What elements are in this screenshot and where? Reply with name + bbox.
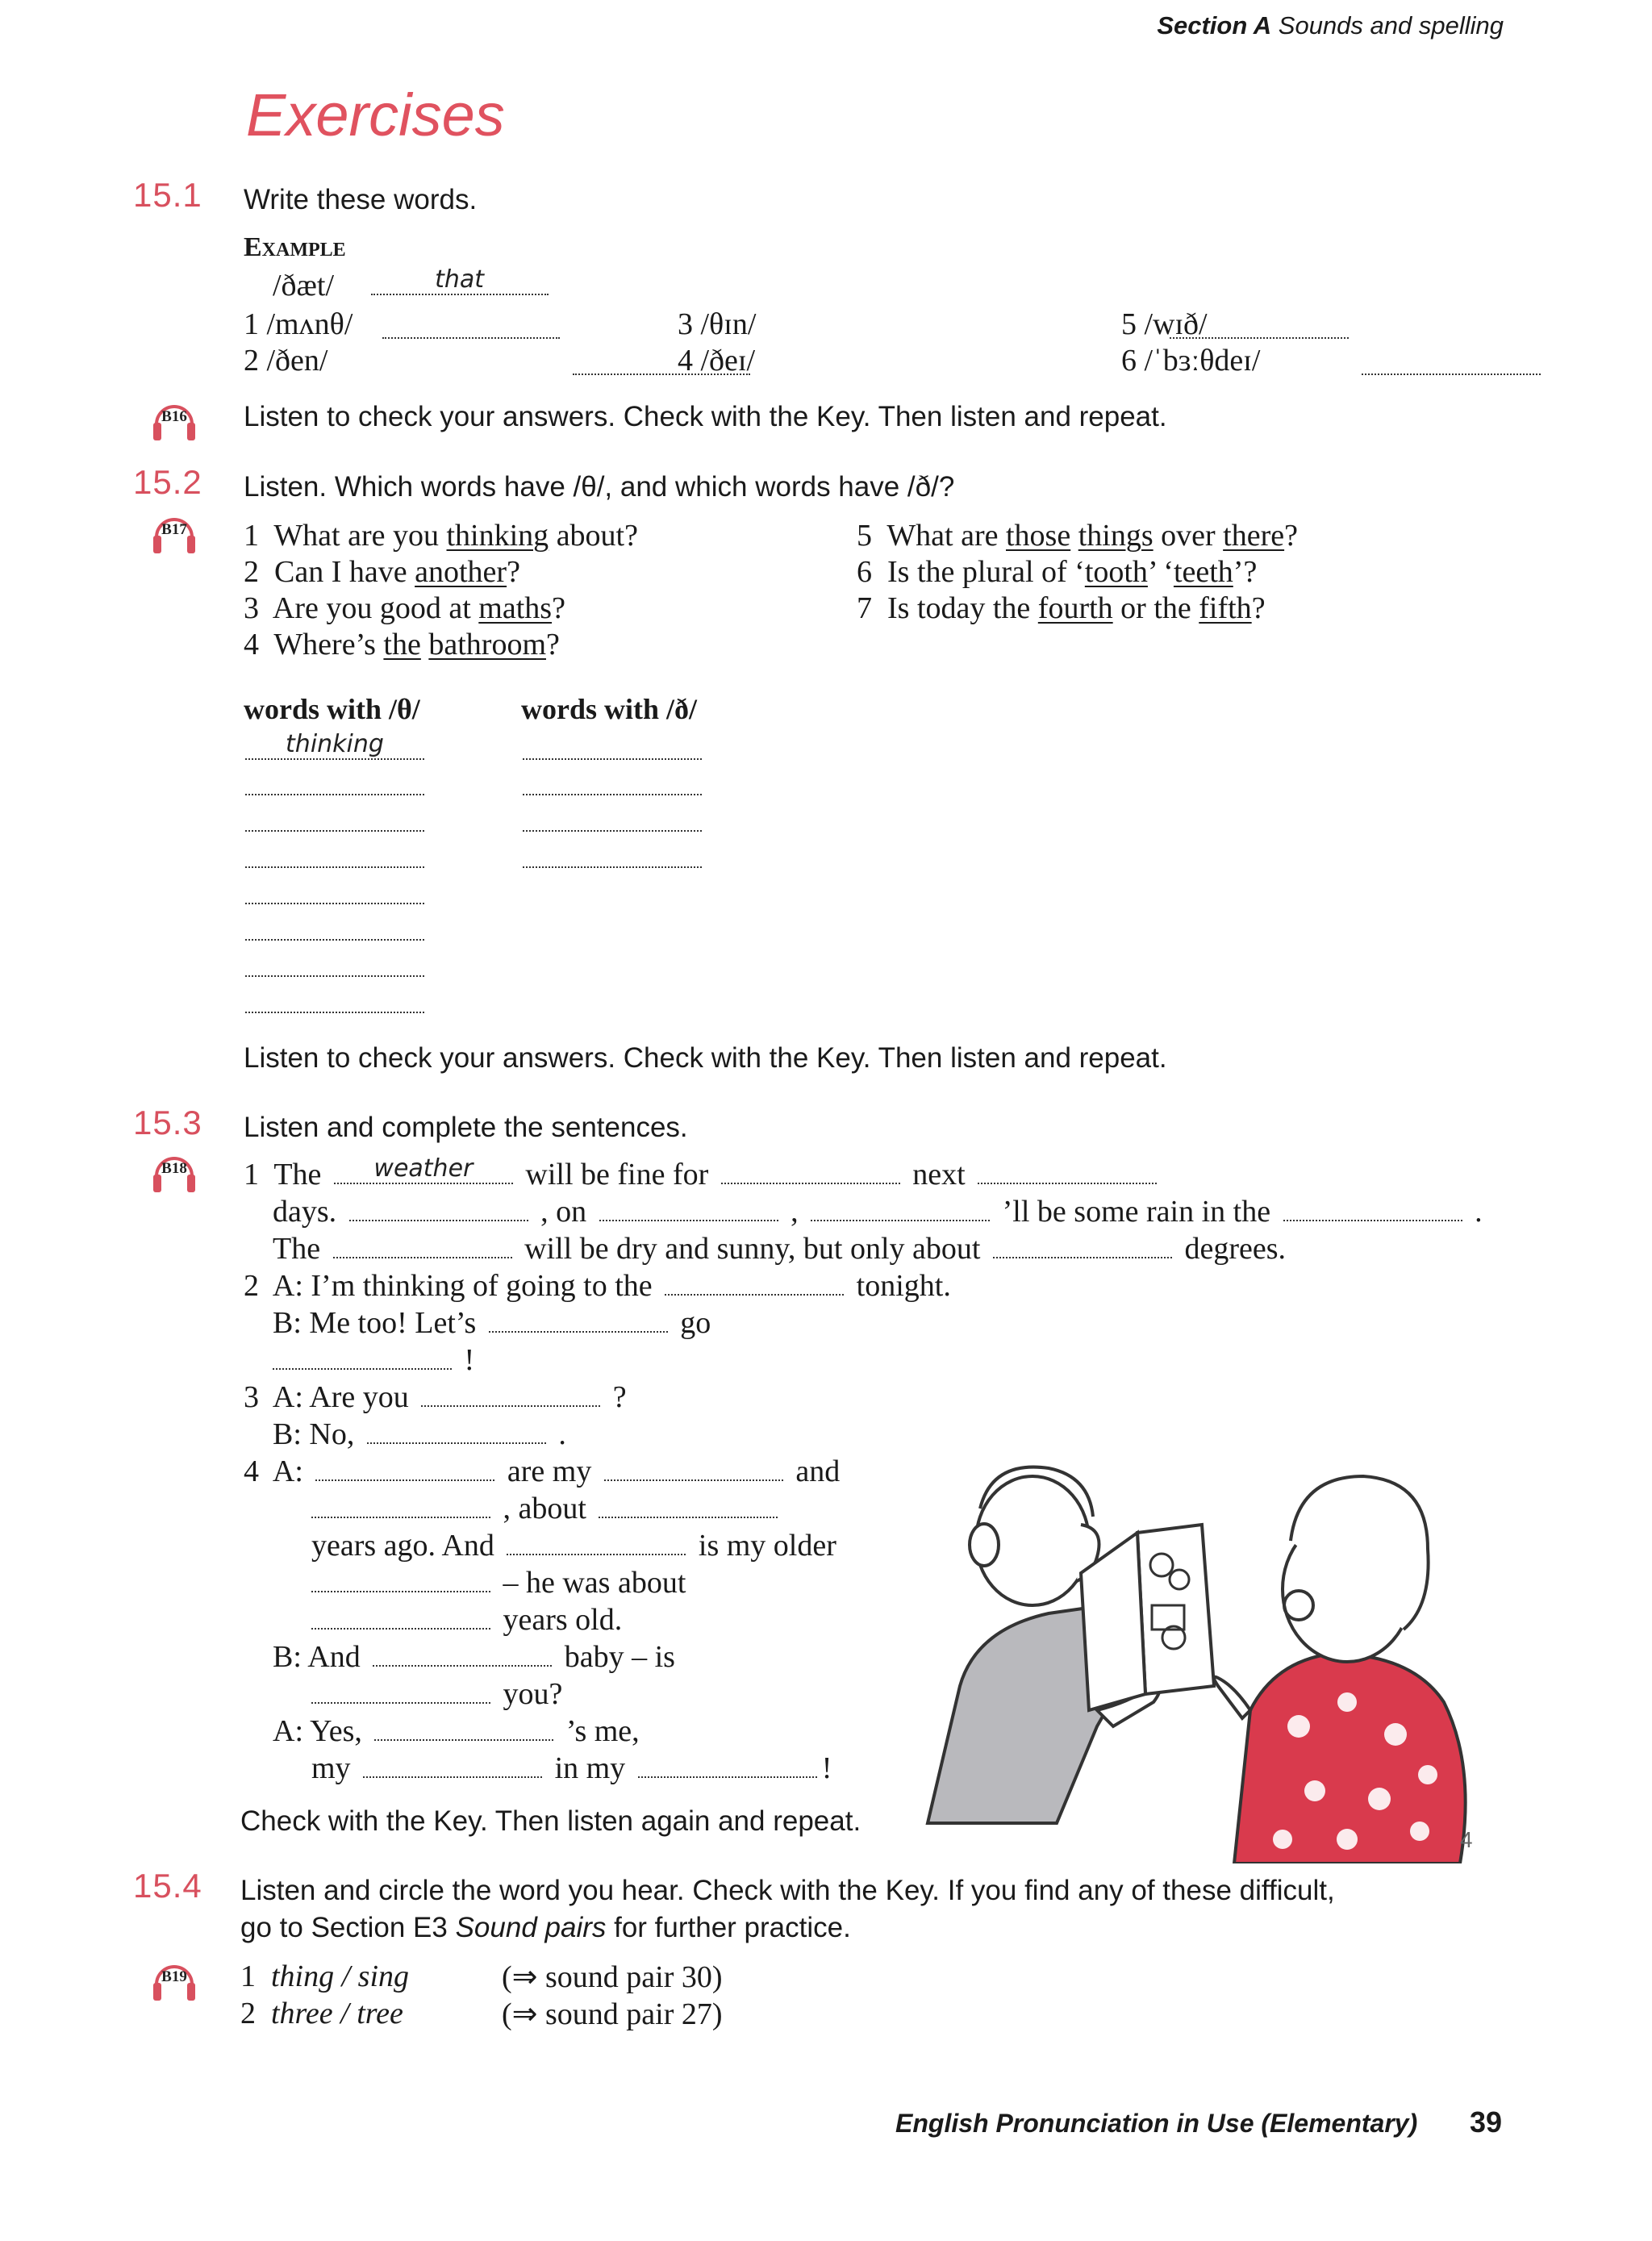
sentence-3: 3 Are you good at maths?: [244, 591, 565, 625]
answer-blank[interactable]: [489, 1310, 668, 1333]
answer-blank[interactable]: [245, 830, 424, 832]
dialogue-4-a-line-2: , about: [311, 1491, 782, 1526]
sentence-1-line-3: The will be dry and sunny, but only about degrees.: [273, 1232, 1286, 1266]
dialogue-4-a-line-3: years ago. And is my older: [311, 1529, 836, 1563]
answer-blank[interactable]: [245, 1012, 424, 1013]
answer-blank[interactable]: [523, 794, 702, 795]
exercise-instruction-line-2: go to Section E3 Sound pairs for further practice.: [240, 1912, 851, 1943]
answer-blank[interactable]: [638, 1755, 817, 1778]
answer-blank[interactable]: [1283, 1199, 1462, 1221]
track-label: B17: [161, 521, 187, 538]
answer-blank[interactable]: [599, 1496, 778, 1518]
example-answer-blank: [371, 265, 549, 295]
answer-blank[interactable]: [245, 939, 424, 941]
example-answer: that: [435, 265, 484, 294]
headphones-icon[interactable]: [150, 507, 198, 557]
headphones-icon[interactable]: [150, 1146, 198, 1196]
dialogue-4-b: B: And baby – is: [273, 1640, 675, 1674]
sound-pair-item[interactable]: 2 three / tree: [240, 1997, 403, 2030]
example-word: /ðæt/: [273, 269, 335, 303]
sentence-5: 5 What are those things over there?: [857, 519, 1298, 553]
exercise-number: 15.4: [133, 1867, 202, 1905]
dialogue-3-b: B: No, .: [273, 1417, 566, 1451]
answer-blank[interactable]: [978, 1162, 1157, 1184]
dialogue-4-a: 4 A: are my and: [244, 1454, 841, 1488]
answer-blank[interactable]: [311, 1570, 490, 1592]
item-3: 3 /θɪn/: [678, 307, 757, 341]
book-title: English Pronunciation in Use (Elementary): [895, 2109, 1418, 2138]
page-number: 39: [1470, 2105, 1503, 2139]
item-1: 1 /mʌnθ/: [244, 307, 353, 341]
answer-blank[interactable]: [311, 1496, 490, 1518]
answer-blank[interactable]: [811, 1199, 990, 1221]
answer-blank[interactable]: [665, 1273, 844, 1296]
item-2: 2 /ðen/: [244, 344, 328, 378]
answer-blank[interactable]: [1362, 353, 1541, 375]
answer-blank[interactable]: [334, 1154, 513, 1184]
answer-blank[interactable]: [311, 1607, 490, 1630]
column-header-eth: words with /ð/: [521, 693, 698, 725]
column-header-theta: words with /θ/: [244, 693, 420, 725]
exercise-number: 15.2: [133, 463, 202, 501]
answer-blank[interactable]: [245, 731, 424, 760]
listen-instruction: Listen to check your answers. Check with the Key. Then listen and repeat.: [244, 401, 1167, 432]
answer-blank[interactable]: [245, 975, 424, 977]
answer-blank[interactable]: [993, 1236, 1172, 1258]
item-6: 6 /ˈbɜːθdeɪ/: [1121, 344, 1261, 378]
dialogue-4-b-line-2: you?: [311, 1676, 562, 1712]
answer-blank[interactable]: [315, 1459, 494, 1481]
dialogue-4-a-2: A: Yes, ’s me,: [273, 1714, 640, 1748]
answer-blank[interactable]: [721, 1162, 900, 1184]
dialogue-4-a-2-line-2: my in my !: [311, 1751, 832, 1785]
track-label: B16: [161, 408, 187, 425]
example-label: Example: [244, 232, 346, 262]
answer-blank[interactable]: [245, 794, 424, 795]
dialogue-2-b: B: Me too! Let’s go: [273, 1306, 711, 1340]
page-title: Exercises: [246, 81, 505, 148]
exercise-instruction: Write these words.: [244, 184, 478, 215]
sentence-1: 1 The weather will be fine for next: [244, 1157, 1162, 1192]
answer-blank[interactable]: [599, 1199, 778, 1221]
sentence-6: 6 Is the plural of ‘tooth’ ‘teeth’?: [857, 555, 1258, 589]
check-instruction: Check with the Key. Then listen again and repeat.: [240, 1805, 861, 1837]
headphones-icon[interactable]: [150, 394, 198, 444]
sentence-2: 2 Can I have another?: [244, 555, 520, 589]
section-label: Section A: [1157, 11, 1272, 40]
answer-blank[interactable]: [523, 758, 702, 760]
answer-blank[interactable]: [374, 1718, 553, 1741]
exercise-number: 15.3: [133, 1104, 202, 1141]
answer-blank[interactable]: [245, 866, 424, 868]
item-5: 5 /wɪð/: [1121, 307, 1208, 341]
answer-blank[interactable]: [523, 830, 702, 832]
answer-blank[interactable]: [604, 1459, 783, 1481]
illustration-grandparents-photo-album: [895, 1444, 1508, 1863]
section-title: Sounds and spelling: [1278, 11, 1504, 40]
headphones-icon[interactable]: [150, 1954, 198, 2004]
sentence-4: 4 Where’s the bathroom?: [244, 628, 560, 661]
dialogue-4-a-line-4: – he was about: [311, 1565, 686, 1600]
listen-instruction: Listen to check your answers. Check with the Key. Then listen and repeat.: [244, 1042, 1167, 1074]
sentence-1: 1 What are you thinking about?: [244, 519, 638, 553]
dialogue-4-a-line-5: years old.: [311, 1602, 622, 1638]
example-row: [273, 265, 553, 303]
answer-blank[interactable]: [245, 903, 424, 904]
sound-pair-item[interactable]: 1 thing / sing: [240, 1959, 410, 1993]
running-header: [1157, 11, 1504, 40]
answer-blank[interactable]: [333, 1236, 512, 1258]
item-4: 4 /ðeɪ/: [678, 344, 756, 378]
exercise-instruction: Listen. Which words have /θ/, and which words have /ð/?: [244, 471, 955, 503]
sentence-7: 7 Is today the fourth or the fifth?: [857, 591, 1266, 625]
answer-blank[interactable]: [367, 1421, 546, 1444]
answer-blank[interactable]: [523, 866, 702, 868]
track-label: B19: [161, 1968, 187, 1985]
dialogue-2-a: 2 A: I’m thinking of going to the tonight.: [244, 1269, 951, 1303]
sound-pair-reference[interactable]: (⇒ sound pair 27): [502, 1997, 723, 2031]
track-label: B18: [161, 1160, 187, 1177]
answer-blank[interactable]: [421, 1384, 600, 1407]
dialogue-2-b-line-2: !: [273, 1342, 474, 1378]
weather-answer: weather: [373, 1154, 473, 1183]
illustration-number: 4: [1460, 1827, 1473, 1852]
theta-answer: thinking: [286, 730, 384, 758]
sentence-1-line-2: days. , on , ’ll be some rain in the .: [273, 1195, 1483, 1229]
exercise-instruction: Listen and complete the sentences.: [244, 1112, 688, 1143]
sound-pair-reference[interactable]: (⇒ sound pair 30): [502, 1960, 723, 1994]
exercise-number: 15.1: [133, 176, 202, 214]
exercise-instruction: Listen and circle the word you hear. Check with the Key. If you find any of these difficult,: [240, 1875, 1335, 1906]
dialogue-3-a: 3 A: Are you ?: [244, 1380, 627, 1414]
answer-blank[interactable]: [507, 1533, 686, 1555]
answer-blank[interactable]: [349, 1199, 528, 1221]
answer-blank[interactable]: [373, 1644, 552, 1667]
answer-blank[interactable]: [311, 1681, 490, 1704]
answer-blank[interactable]: [382, 316, 560, 339]
answer-blank[interactable]: [363, 1755, 542, 1778]
answer-blank[interactable]: [273, 1347, 452, 1370]
